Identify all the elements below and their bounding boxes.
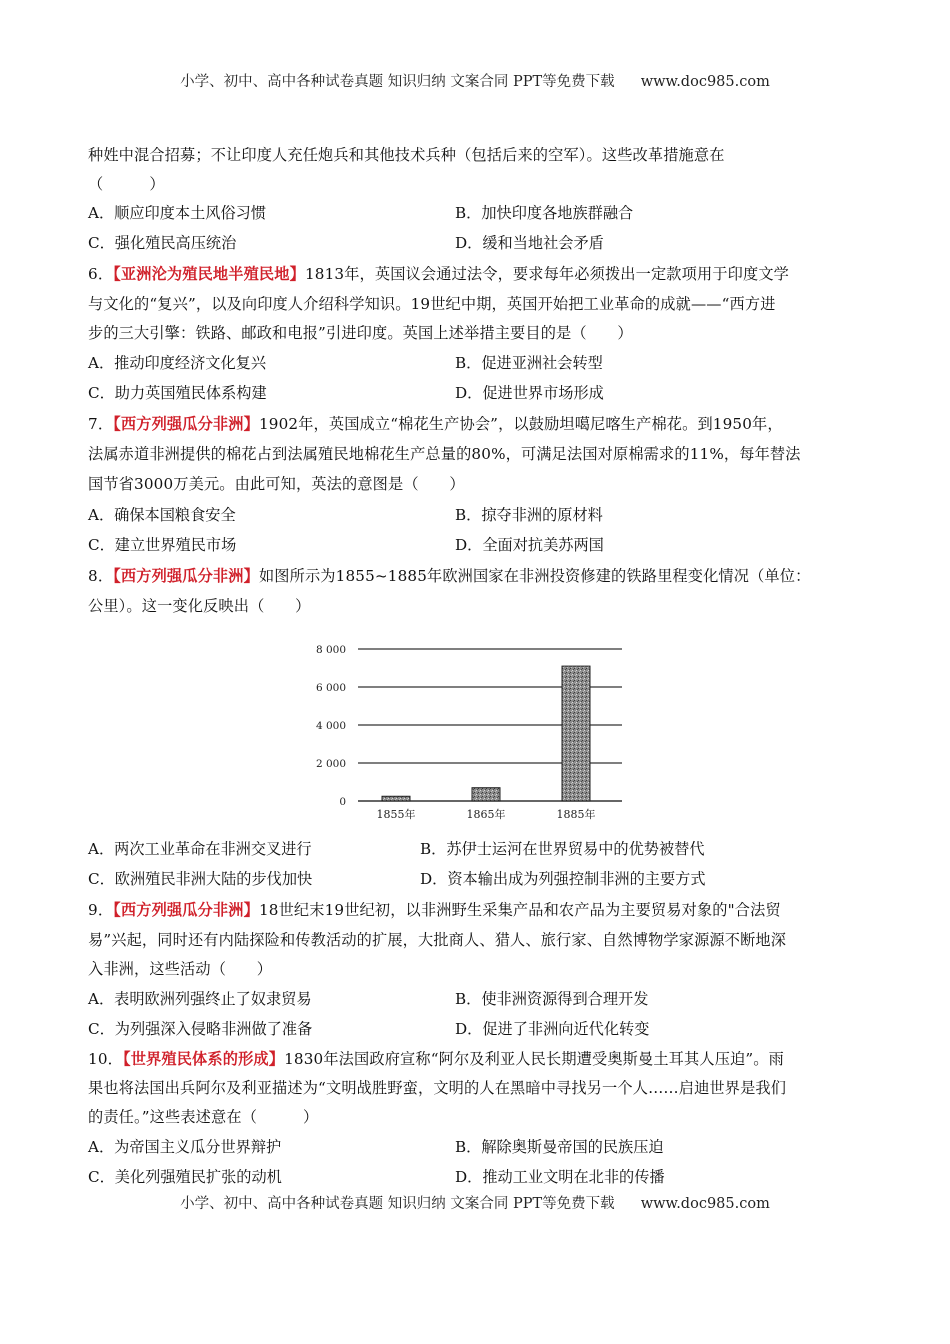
q7-stem-line1 xyxy=(88,413,783,434)
q7-number: 7． xyxy=(88,415,114,433)
q5-answer-paren: （ ） xyxy=(88,175,165,193)
y-tick-label: 0 xyxy=(339,796,346,808)
page-footer xyxy=(0,1192,950,1213)
q9-stem-text: 18世纪末19世纪初，以非洲野生采集产品和农产品为主要贸易对象的"合法贸 xyxy=(258,901,781,919)
y-tick-label: 8 000 xyxy=(315,644,346,656)
q6-stem-line3: 步的三大引擎：铁路、邮政和电报”引进印度。英国上述举措主要目的是（ ） xyxy=(88,324,633,342)
q8-stem-text: 如图所示为1855~1885年欧洲国家在非洲投资修建的铁路里程变化情况（单位： xyxy=(258,567,811,585)
q9-stem-line1 xyxy=(88,899,781,920)
q10-option-c: C．美化列强殖民扩张的动机 xyxy=(88,1168,282,1186)
q8-stem-line1 xyxy=(88,565,810,586)
q10-option-d: D．推动工业文明在北非的传播 xyxy=(455,1168,665,1186)
q8-option-a: A．两次工业革命在非洲交叉进行 xyxy=(88,840,312,858)
q9-option-b: B．使非洲资源得到合理开发 xyxy=(455,990,649,1008)
q10-topic-tag: 【世界殖民体系的形成】 xyxy=(122,1050,285,1068)
q7-stem-text: 1902年，英国成立“棉花生产协会”，以鼓励坦噶尼喀生产棉花。到1950年， xyxy=(258,415,783,433)
q5-option-a: A．顺应印度本土风俗习惯 xyxy=(88,204,267,222)
q6-option-c: C．助力英国殖民体系构建 xyxy=(88,384,267,402)
q10-stem-text: 1830年法国政府宣称“阿尔及利亚人民长期遭受奥斯曼土耳其人压迫”。雨 xyxy=(284,1050,784,1068)
footer-site-link[interactable]: www.doc985.com xyxy=(640,1196,770,1212)
header-text: 小学、初中、高中各种试卷真题 知识归纳 文案合同 PPT等免费下载 xyxy=(180,74,615,90)
q7-stem-line2: 法属赤道非洲提供的棉花占到法属殖民地棉花生产总量的80%，可满足法国对原棉需求的11%，每年替法 xyxy=(88,445,801,463)
x-tick-label: 1855年 xyxy=(376,808,416,821)
q6-option-b: B．促进亚洲社会转型 xyxy=(455,354,603,372)
q8-option-d: D．资本输出成为列强控制非洲的主要方式 xyxy=(420,870,706,888)
q9-stem-line2: 易”兴起，同时还有内陆探险和传教活动的扩展，大批商人、猎人、旅行家、自然博物学家源源不断地深 xyxy=(88,931,787,949)
bar-1855年 xyxy=(382,796,410,801)
q7-option-b: B．掠夺非洲的原材料 xyxy=(455,506,603,524)
q6-option-a: A．推动印度经济文化复兴 xyxy=(88,354,267,372)
q7-stem-line3: 国节省3000万美元。由此可知，英法的意图是（ ） xyxy=(88,475,465,493)
q8-number: 8． xyxy=(88,567,114,585)
q7-option-a: A．确保本国粮食安全 xyxy=(88,506,236,524)
q6-topic-tag: 【亚洲沦为殖民地半殖民地】 xyxy=(113,265,305,283)
x-tick-label: 1885年 xyxy=(556,808,596,821)
q10-stem-line1 xyxy=(88,1048,784,1069)
q5-option-d: D．缓和当地社会矛盾 xyxy=(455,234,604,252)
q5-stem-line1: 种姓中混合招募；不让印度人充任炮兵和其他技术兵种（包括后来的空军）。这些改革措施意在 xyxy=(88,146,725,164)
header-site-link[interactable]: www.doc985.com xyxy=(640,74,770,90)
q9-stem-line3: 入非洲，这些活动（ ） xyxy=(88,960,273,978)
q6-stem-line1 xyxy=(88,263,789,284)
railway-mileage-chart xyxy=(315,636,630,826)
q10-option-a: A．为帝国主义瓜分世界辩护 xyxy=(88,1138,282,1156)
y-tick-label: 4 000 xyxy=(315,720,346,732)
bar-1865年 xyxy=(472,788,500,801)
q7-option-d: D．全面对抗美苏两国 xyxy=(455,536,604,554)
q6-option-d: D．促进世界市场形成 xyxy=(455,384,604,402)
y-tick-label: 2 000 xyxy=(315,758,346,770)
q10-stem-line3: 的责任。”这些表述意在（ ） xyxy=(88,1108,319,1126)
q9-topic-tag: 【西方列强瓜分非洲】 xyxy=(113,901,259,919)
y-tick-label: 6 000 xyxy=(315,682,346,694)
bar-1885年 xyxy=(562,666,590,801)
q7-topic-tag: 【西方列强瓜分非洲】 xyxy=(113,415,259,433)
q6-stem-line2: 与文化的“复兴”，以及向印度人介绍科学知识。19世纪中期，英国开始把工业革命的成就——“西方进 xyxy=(88,295,776,313)
q5-option-c: C．强化殖民高压统治 xyxy=(88,234,237,252)
q10-number: 10． xyxy=(88,1050,123,1068)
q9-option-a: A．表明欧洲列强终止了奴隶贸易 xyxy=(88,990,312,1008)
q8-topic-tag: 【西方列强瓜分非洲】 xyxy=(113,567,259,585)
q7-option-c: C．建立世界殖民市场 xyxy=(88,536,237,554)
q8-option-b: B．苏伊士运河在世界贸易中的优势被替代 xyxy=(420,840,705,858)
q6-stem-text: 1813年，英国议会通过法令，要求每年必须拨出一定款项用于印度文学 xyxy=(304,265,789,283)
q9-number: 9． xyxy=(88,901,114,919)
x-tick-label: 1865年 xyxy=(466,808,506,821)
page-header xyxy=(0,70,950,91)
q6-number: 6． xyxy=(88,265,114,283)
q10-stem-line2: 果也将法国出兵阿尔及利亚描述为“文明战胜野蛮，文明的人在黑暗中寻找另一个人……启迪世界是我们 xyxy=(88,1079,787,1097)
q9-option-d: D．促进了非洲向近代化转变 xyxy=(455,1020,650,1038)
q5-option-b: B．加快印度各地族群融合 xyxy=(455,204,634,222)
q8-stem-line2: 公里）。这一变化反映出（ ） xyxy=(88,597,311,615)
footer-text: 小学、初中、高中各种试卷真题 知识归纳 文案合同 PPT等免费下载 xyxy=(180,1196,615,1212)
q10-option-b: B．解除奥斯曼帝国的民族压迫 xyxy=(455,1138,664,1156)
q8-option-c: C．欧洲殖民非洲大陆的步伐加快 xyxy=(88,870,313,888)
q9-option-c: C．为列强深入侵略非洲做了准备 xyxy=(88,1020,313,1038)
